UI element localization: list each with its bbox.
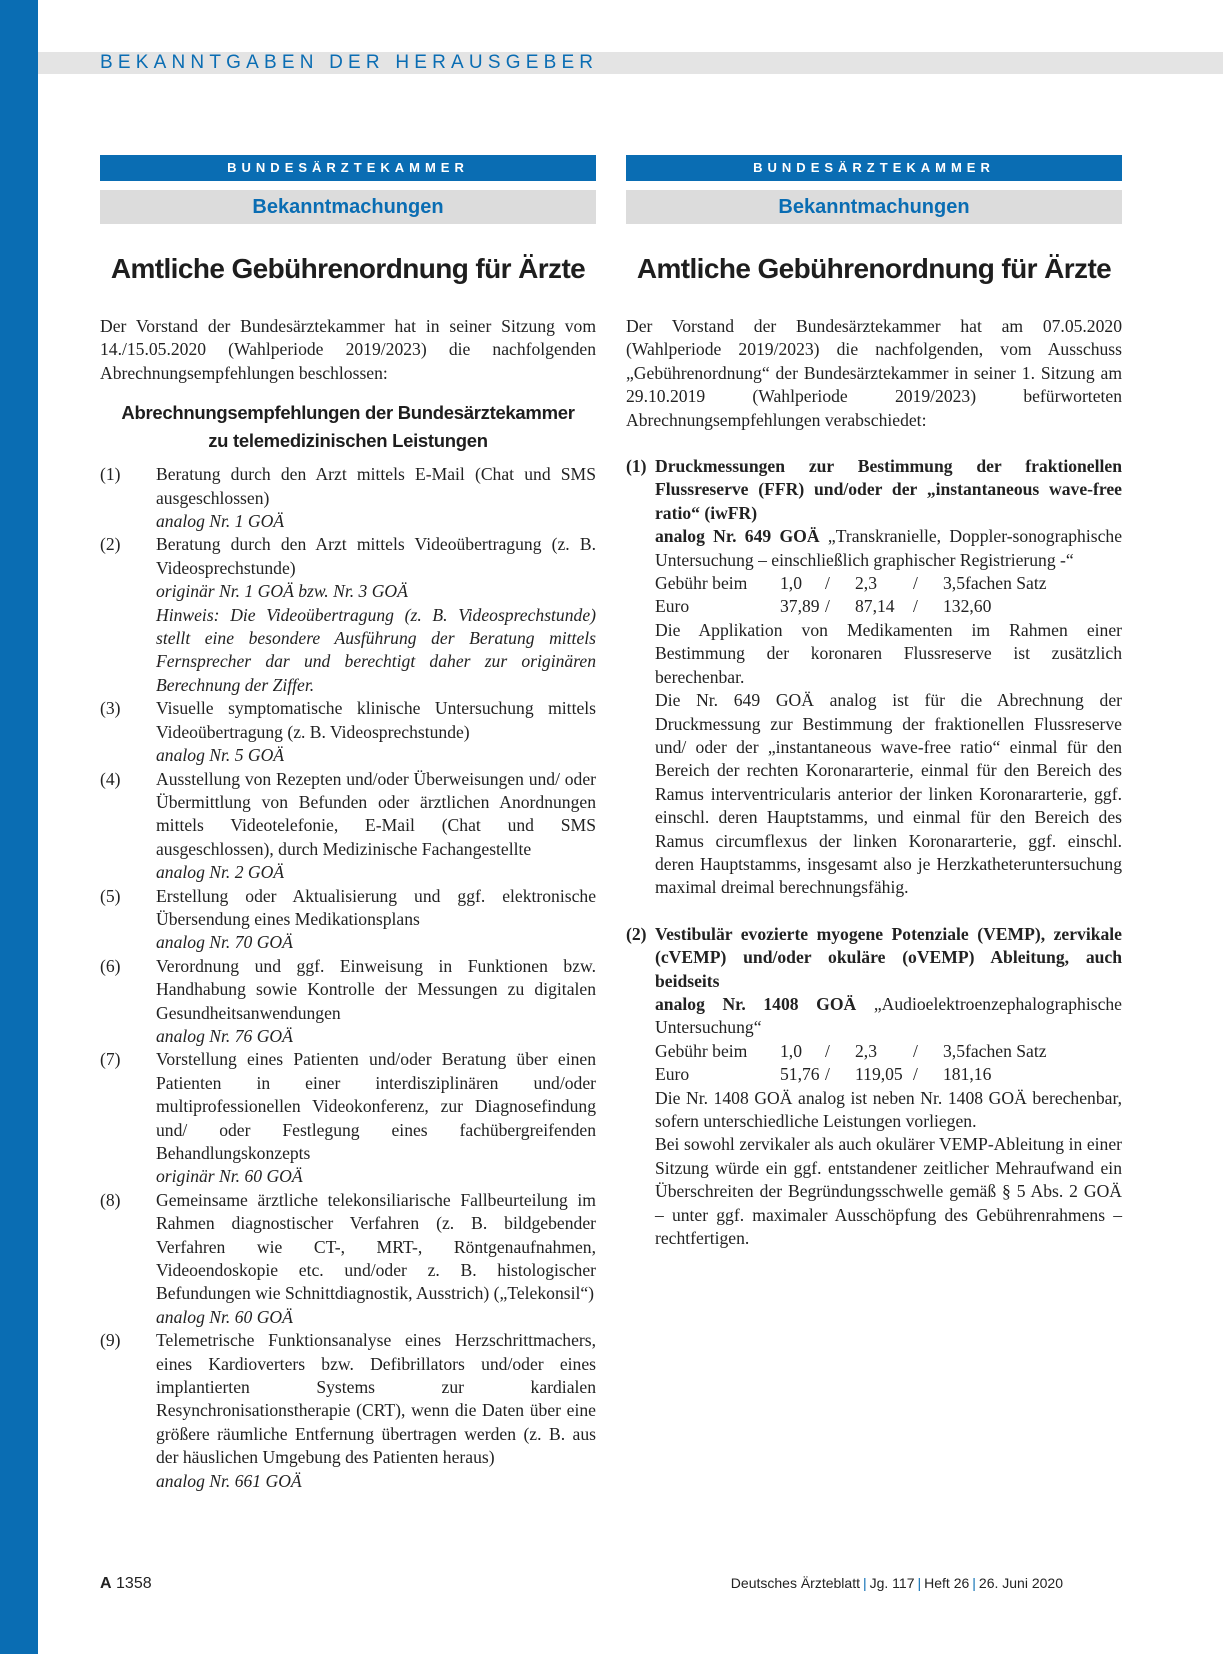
journal-footer (731, 1575, 1063, 1591)
kicker-bar: Bekanntmachungen (100, 190, 596, 224)
section-header: BEKANNTGABEN DER HERAUSGEBER (100, 52, 599, 73)
item-text: Vorstellung eines Patienten und/oder Beratung über einen Patienten in einer interdisziplinären und/oder multiprofessionellen Videokonferenz, zur Diagnosefindung und/ oder Festlegung eines fachübergreifenden Behandlungskonzepts (156, 1049, 596, 1163)
accent-sidebar-bar (0, 0, 38, 1654)
item-reference: analog Nr. 70 GOÄ (156, 932, 293, 953)
subheading-line: Abrechnungsempfehlungen der Bundesärztekammer (121, 402, 575, 424)
item-reference (655, 993, 1122, 1040)
footer-separator: | (862, 1575, 867, 1591)
item-number: (7) (100, 1049, 121, 1070)
euro-label: Euro (655, 596, 690, 617)
item-text: Erstellung oder Aktualisierung und ggf. elektronische Übersendung eines Medikationsplans (156, 885, 596, 929)
item-reference (655, 525, 1122, 572)
list-item (100, 955, 596, 1049)
item-text: Telemetrische Funktionsanalyse eines Herzschrittmachers, eines Kardioverters bzw. Defibrillators und/oder eines implantierten Systems zur kardialen Resynchronisationstherapie (CRT), wenn die Daten über eine größere räumliche Entfernung übertragen werden (z. B. aus der häuslichen Umgebung des Patienten heraus) (156, 1330, 596, 1468)
list-item (100, 463, 596, 533)
fee-table (655, 572, 1122, 619)
fee-separator: / (825, 596, 830, 617)
reference-number: analog Nr. 1408 GOÄ (655, 993, 857, 1014)
item-text: Gemeinsame ärztliche telekonsiliarische Fallbeurteilung im Rahmen diagnostischer Verfahren (z. B. bildgebender Verfahren wie CT-, MRT-, Röntgenaufnahmen, Videoendoskopie etc. und/oder z. B. histologischer Befundungen wie Schnittdiagnostik, Ausstrich) („Telekonsil“) (156, 1189, 596, 1304)
footer-separator: | (972, 1575, 976, 1591)
item-reference: analog Nr. 60 GOÄ (156, 1306, 293, 1327)
euro-value: 87,14 (855, 596, 895, 617)
item-number: (2) (100, 534, 121, 555)
footer-separator: | (917, 1575, 922, 1591)
item-number: (1) (100, 464, 121, 485)
journal-date: 26. Juni 2020 (978, 1575, 1063, 1591)
journal-name: Deutsches Ärzteblatt (730, 1575, 860, 1591)
fee-rate: 2,3 (855, 573, 877, 594)
fee-label: Gebühr beim (655, 1040, 748, 1061)
fee-separator: / (913, 596, 918, 617)
subheading-line: zu telemedizinischen Leistungen (208, 430, 488, 452)
item-paragraph: Bei sowohl zervikaler als auch okulärer VEMP-Ableitung in einer Sitzung würde ein ggf. entstandener zeitlicher Mehraufwand ein Überschreiten der Begründungsschwelle gemäß § 5 Abs. 2 GOÄ – unter ggf. maximaler Ausschöpfung des Gebührenrahmens – rechtfertigen. (655, 1134, 1122, 1249)
page-number (100, 1575, 152, 1593)
fee-separator: / (913, 1064, 918, 1085)
right-column (626, 155, 1122, 1250)
fee-rate: 2,3 (855, 1040, 877, 1061)
kicker-bar: Bekanntmachungen (626, 190, 1122, 224)
item-reference: originär Nr. 60 GOÄ (156, 1166, 303, 1187)
list-item (100, 533, 596, 697)
item-text: Beratung durch den Arzt mittels E-Mail (Chat und SMS ausgeschlossen) (156, 464, 596, 508)
page-number-value: 1358 (116, 1575, 152, 1592)
list-item (100, 697, 596, 767)
item-heading: Druckmessungen zur Bestimmung der fraktionellen Flussreserve (FFR) und/oder der „instantaneous wave-free ratio“ (iwFR) (655, 456, 1122, 523)
item-text: Verordnung und ggf. Einweisung in Funktionen bzw. Handhabung sowie Kontrolle der Messungen zu digitalen Gesundheitsanwendungen (156, 955, 596, 1023)
item-number: (3) (100, 698, 121, 719)
page-prefix: A (100, 1575, 112, 1592)
org-label-bar: BUNDESÄRZTEKAMMER (100, 155, 596, 181)
item-paragraph: Die Nr. 649 GOÄ analog ist für die Abrechnung der Druckmessung zur Bestimmung der fraktionellen Flussreserve und/ oder der „instantaneous wave-free ratio“ einmal für den Bereich der rechten Koronararterie, einmal für den Bereich des Ramus interventricularis anterior der linken Koronararterie, ggf. einschl. deren Hauptstamms, und einmal für den Bereich des Ramus circumflexus der linken Koronararterie, ggf. einschl. deren Hauptstamms, insgesamt also je Herzkatheteruntersuchung maximal dreimal berechnungsfähig. (655, 690, 1122, 898)
list-item (100, 885, 596, 955)
item-number: (8) (100, 1189, 121, 1210)
item-reference: analog Nr. 76 GOÄ (156, 1025, 293, 1046)
intro-paragraph: Der Vorstand der Bundesärztekammer hat am 07.05.2020 (Wahlperiode 2019/2023) die nachfolgenden, vom Ausschuss „Gebührenordnung“ der Bundesärztekammer in seiner 1. Sitzung am 29.10.2019 (Wahlperiode 2019/2023) befürworteten Abrechnungsempfehlungen verabschiedet: (626, 316, 1122, 430)
list-item (100, 1329, 596, 1493)
reference-description: „Transkranielle, Doppler-sonographische Untersuchung – einschließlich graphischer Registrierung -“ (655, 526, 1123, 570)
fee-separator: / (913, 573, 918, 594)
recommendation-list (100, 463, 596, 1493)
item-number: (2) (626, 923, 647, 944)
fee-separator: / (825, 1040, 830, 1061)
fee-rate: 3,5fachen Satz (943, 573, 1047, 594)
left-column (100, 155, 596, 1493)
euro-label: Euro (655, 1064, 690, 1085)
euro-value: 181,16 (943, 1064, 992, 1085)
item-number: (5) (100, 885, 121, 906)
euro-value: 51,76 (780, 1064, 820, 1085)
item-text: Visuelle symptomatische klinische Untersuchung mittels Videoübertragung (z. B. Videosprechstunde) (156, 698, 596, 742)
item-paragraph: Die Nr. 1408 GOÄ analog ist neben Nr. 1408 GOÄ berechenbar, sofern unterschiedliche Leistungen vorliegen. (655, 1087, 1122, 1131)
item-number: (9) (100, 1330, 121, 1351)
item-reference: analog Nr. 2 GOÄ (156, 862, 285, 883)
fee-rate: 3,5fachen Satz (943, 1040, 1047, 1061)
euro-value: 132,60 (943, 596, 992, 617)
list-item (100, 1189, 596, 1329)
item-number: (4) (100, 768, 121, 789)
item-number: (6) (100, 955, 121, 976)
fee-separator: / (825, 573, 830, 594)
fee-rate: 1,0 (780, 1040, 802, 1061)
item-number: (1) (626, 456, 647, 477)
item-text: Ausstellung von Rezepten und/oder Überweisungen und/ oder Übermittlung von Befunden oder ärztlichen Anordnungen mittels Videotelefonie, E-Mail (Chat und SMS ausgeschlossen), durch Medizinische Fachangestellte (156, 768, 596, 859)
list-item (100, 768, 596, 885)
fee-table (655, 1040, 1122, 1087)
item-reference: analog Nr. 1 GOÄ (156, 511, 285, 532)
item-note: Hinweis: Die Videoübertragung (z. B. Videosprechstunde) stellt eine besondere Ausführung der Beratung mittels Fernsprecher dar und berechtigt daher zur originären Berechnung der Ziffer. (156, 604, 596, 695)
fee-separator: / (825, 1064, 830, 1085)
item-text: Beratung durch den Arzt mittels Videoübertragung (z. B. Videosprechstunde) (156, 534, 596, 578)
intro-paragraph: Der Vorstand der Bundesärztekammer hat in seiner Sitzung vom 14./15.05.2020 (Wahlperiode 2019/2023) die nachfolgenden Abrechnungsempfehlungen beschlossen: (100, 316, 596, 383)
euro-value: 37,89 (780, 596, 820, 617)
item-reference: analog Nr. 5 GOÄ (156, 745, 285, 766)
euro-value: 119,05 (855, 1064, 903, 1085)
org-label-bar: BUNDESÄRZTEKAMMER (626, 155, 1122, 181)
reference-description: „Audioelektroenzephalographische Untersuchung“ (655, 993, 1122, 1038)
item-heading: Vestibulär evozierte myogene Potenziale (VEMP), zervikale (cVEMP) und/oder okuläre (oVEMP) Ableitung, auch beidseits (655, 923, 1122, 991)
list-item (626, 455, 1122, 900)
article-title: Amtliche Gebührenordnung für Ärzte (636, 253, 1112, 284)
list-item (626, 923, 1122, 1251)
journal-issue: Heft 26 (924, 1575, 970, 1591)
subheading (100, 399, 596, 455)
article-title: Amtliche Gebührenordnung für Ärzte (110, 253, 586, 284)
fee-label: Gebühr beim (655, 573, 748, 594)
fee-rate: 1,0 (780, 573, 802, 594)
list-item (100, 1048, 596, 1188)
item-reference: originär Nr. 1 GOÄ bzw. Nr. 3 GOÄ (156, 581, 408, 602)
fee-separator: / (913, 1040, 918, 1061)
reference-number: analog Nr. 649 GOÄ (655, 526, 820, 547)
item-reference: analog Nr. 661 GOÄ (156, 1470, 302, 1491)
journal-volume: Jg. 117 (869, 1575, 915, 1591)
item-paragraph: Die Applikation von Medikamenten im Rahmen einer Bestimmung der koronaren Flussreserve ist zusätzlich berechenbar. (655, 619, 1122, 687)
